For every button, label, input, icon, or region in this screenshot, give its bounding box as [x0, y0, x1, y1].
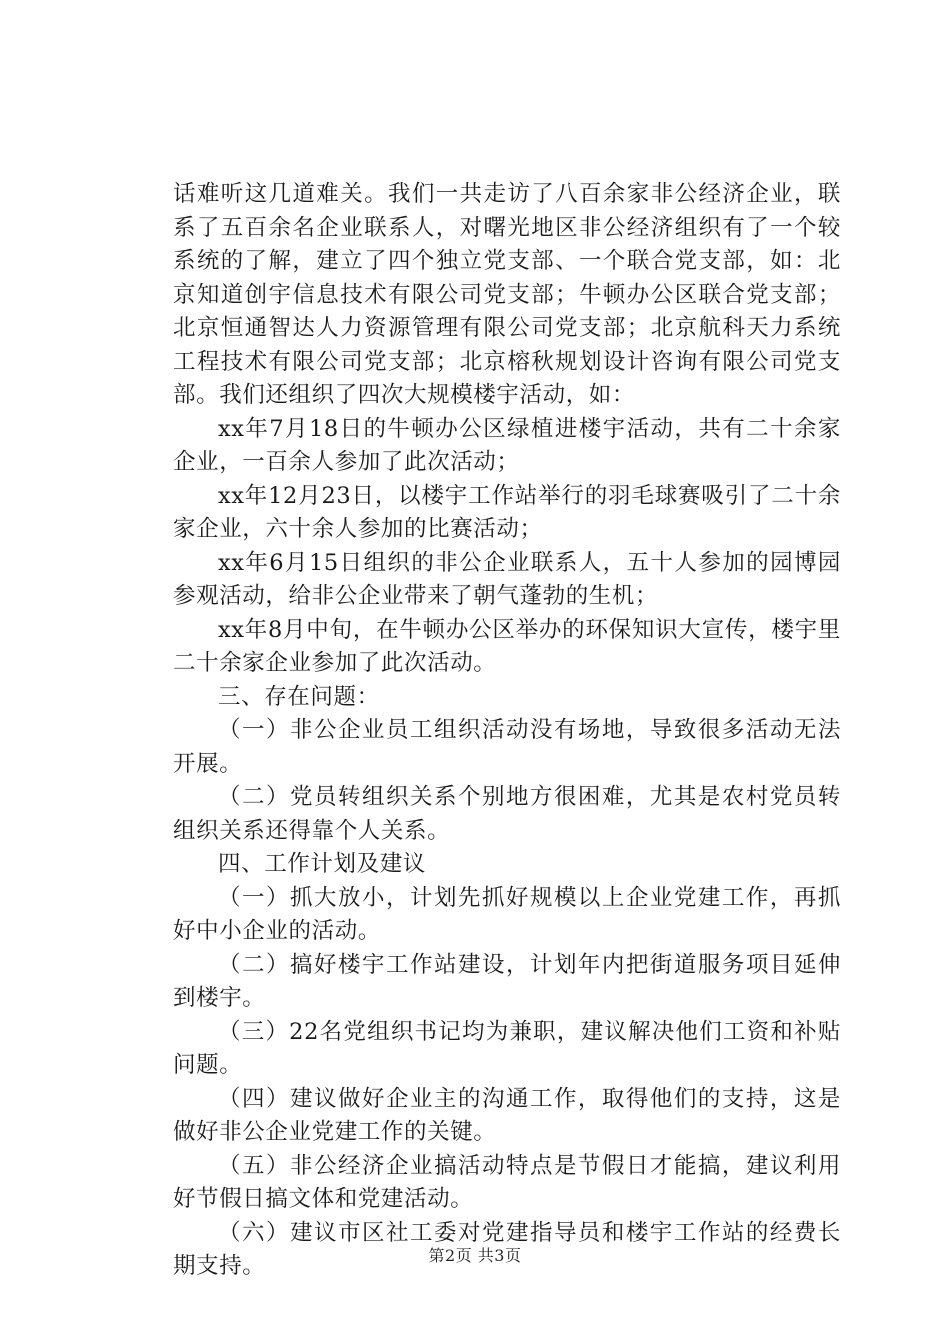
section-heading-plans: 四、工作计划及建议: [218, 851, 426, 877]
paragraph-event-badminton: xx年12月23日，以楼宇工作站举行的羽毛球赛吸引了二十余家企业，六十余人参加的比赛活动；: [173, 482, 841, 542]
plan-item-3: （三）22名党组织书记均为兼职，建议解决他们工资和补贴问题。: [173, 1018, 841, 1078]
page-number-footer: 第2页 共3页: [428, 1246, 522, 1265]
document-body: [173, 178, 841, 1284]
plan-item-2: （二）搞好楼宇工作站建设，计划年内把街道服务项目延伸到楼宇。: [173, 951, 841, 1011]
plan-item-5: （五）非公经济企业搞活动特点是节假日才能搞，建议利用好节假日搞文体和党建活动。: [173, 1152, 841, 1212]
paragraph-outreach-summary: 话难听这几道难关。我们一共走访了八百余家非公经济企业，联系了五百余名企业联系人，对曙光地区非公经济组织有了一个较系统的了解，建立了四个独立党支部、一个联合党支部，如：北京知道创宇信息技术有限公司党支部；牛顿办公区联合党支部；北京恒通智达人力资源管理有限公司党支部；北京航科天力系统工程技术有限公司党支部；北京榕秋规划设计咨询有限公司党支部。我们还组织了四次大规模楼宇活动，如：: [173, 181, 841, 408]
paragraph-event-environment: xx年8月中旬，在牛顿办公区举办的环保知识大宣传，楼宇里二十余家企业参加了此次活动。: [173, 616, 841, 676]
section-heading-problems: 三、存在问题：: [218, 683, 380, 710]
plan-item-1: （一）抓大放小，计划先抓好规模以上企业党建工作，再抓好中小企业的活动。: [173, 884, 841, 944]
problem-item-2: （二）党员转组织关系个别地方很困难，尤其是农村党员转组织关系还得靠个人关系。: [173, 784, 841, 844]
plan-item-4: （四）建议做好企业主的沟通工作，取得他们的支持，这是做好非公企业党建工作的关键。: [173, 1085, 841, 1145]
paragraph-event-greening: xx年7月18日的牛顿办公区绿植进楼宇活动，共有二十余家企业，一百余人参加了此次活动；: [173, 415, 841, 475]
plan-item-6: （六）建议市区社工委对党建指导员和楼宇工作站的经费长期支持。: [173, 1219, 841, 1279]
paragraph-event-garden-expo: xx年6月15日组织的非公企业联系人，五十人参加的园博园参观活动，给非公企业带来了朝气蓬勃的生机；: [173, 549, 841, 609]
problem-item-1: （一）非公企业员工组织活动没有场地，导致很多活动无法开展。: [173, 717, 841, 777]
